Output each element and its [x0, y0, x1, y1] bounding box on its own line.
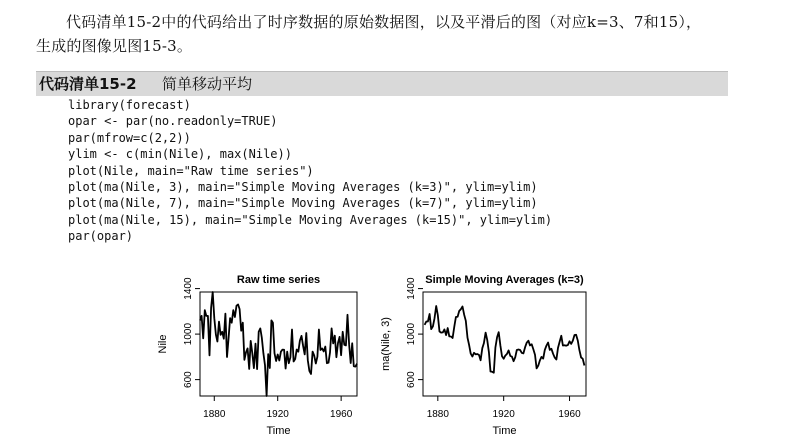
- chart-panel-1: [157, 274, 357, 437]
- chart-title: Simple Moving Averages (k=3): [425, 274, 584, 286]
- x-axis-label: Time: [266, 425, 291, 437]
- code-line: plot(ma(Nile, 7), main="Simple Moving Averages (k=7)", ylim=ylim): [68, 196, 538, 211]
- code-line: opar <- par(no.readonly=TRUE): [68, 114, 278, 129]
- x-tick-label: 1880: [203, 409, 226, 420]
- intro-line-2: 生成的图像见图15-3。: [36, 37, 193, 55]
- x-tick-label: 1920: [492, 409, 515, 420]
- y-tick-label: 1400: [183, 277, 194, 300]
- series-line: [200, 292, 357, 396]
- code-line: plot(ma(Nile, 15), main="Simple Moving Averages (k=15)", ylim=ylim): [68, 212, 553, 227]
- x-tick-label: 1920: [266, 409, 289, 420]
- chart-panel-2: [380, 274, 586, 437]
- intro-line-1: 代码清单15-2中的代码给出了时序数据的原始数据图，以及平滑后的图（对应k=3、7和15），: [66, 13, 702, 31]
- x-tick-label: 1960: [558, 409, 581, 420]
- series-line: [425, 306, 585, 373]
- chart-title: Raw time series: [236, 274, 321, 286]
- y-axis-label: ma(Nile, 3): [380, 317, 392, 371]
- x-tick-label: 1960: [330, 409, 353, 420]
- y-tick-label: 1000: [406, 322, 417, 346]
- y-tick-label: 1400: [406, 277, 417, 300]
- y-tick-label: 600: [183, 371, 194, 388]
- code-line: library(forecast): [68, 98, 191, 112]
- code-listing-label: 代码清单15-2: [39, 75, 137, 93]
- plot-frame: [423, 292, 586, 396]
- code-line: ylim <- c(min(Nile), max(Nile)): [68, 147, 292, 162]
- code-line: plot(ma(Nile, 3), main="Simple Moving Averages (k=3)", ylim=ylim): [68, 180, 538, 195]
- y-tick-label: 600: [406, 371, 417, 388]
- code-line: par(opar): [68, 229, 134, 244]
- code-listing-title: 简单移动平均: [162, 75, 253, 93]
- x-tick-label: 1880: [426, 409, 449, 420]
- y-axis-label: Nile: [157, 334, 169, 354]
- y-tick-label: 1000: [183, 322, 194, 346]
- code-line: plot(Nile, main="Raw time series"): [68, 163, 314, 178]
- code-line: par(mfrow=c(2,2)): [68, 130, 191, 145]
- x-axis-label: Time: [492, 425, 517, 437]
